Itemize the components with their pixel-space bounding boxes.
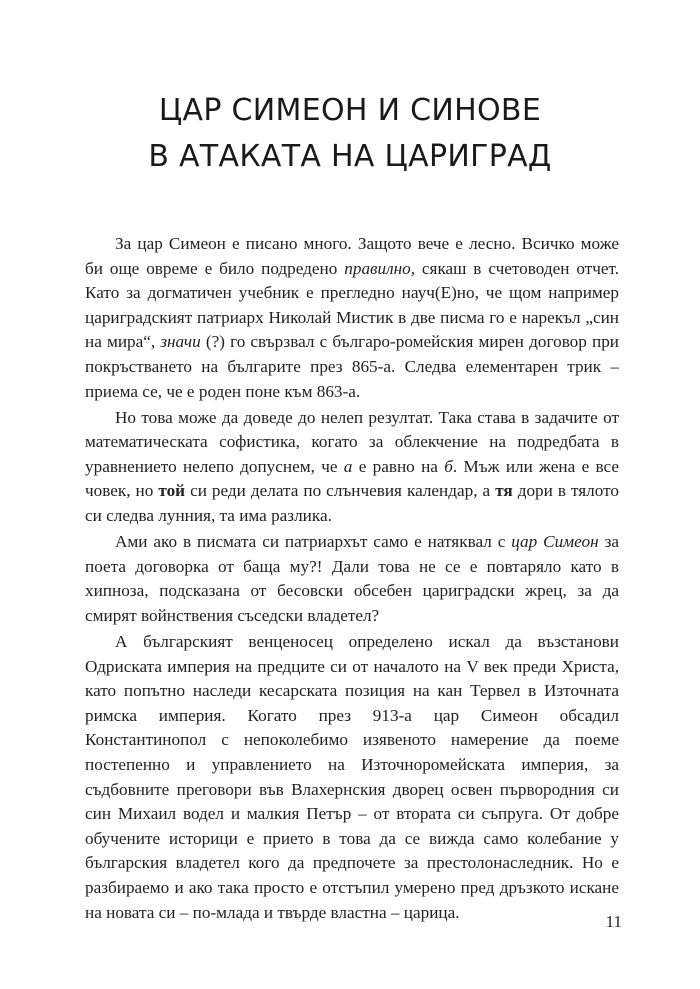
italic-text: б: [444, 456, 453, 476]
chapter-title: [80, 88, 620, 180]
text-run: за поета договорка от баща му?! Дали това не се е повтаряло като в хипноза, подсказана от бесовски обсебен цариградски жрец, за да смирят войнствения съседски владетел?: [85, 532, 619, 625]
text-run: сякаш в счетоводен отчет. Като за догматичен учебник е прегледно науч(Е)но, че щом например цариградският патриарх Николай Мистик в две писма го е нарекъл „син на мира“,: [85, 258, 620, 352]
text-run: Но това може да доведе до нелеп резултат. Така става в задачите от математическата софистика, когато за облекчение на подредбата в уравнението нелепо допуснем, че: [85, 407, 619, 476]
text-run: (?) го свързвал с българо-ромейския мирен договор при покръстването на българите през 865-а. Следва елементарен трик – приема се, че е роден поне към 863-а.: [85, 332, 619, 401]
body-text: [85, 232, 619, 927]
text-run: дори в тялото си следва лунния, та има разлика.: [85, 481, 620, 526]
italic-text: а: [343, 456, 353, 476]
paragraph: [85, 406, 619, 529]
bold-text: той: [158, 481, 186, 501]
text-run: Ами ако в писмата си патриархът само е натяквал с: [115, 532, 512, 552]
text-run: . Мъж или жена е все човек, но: [85, 456, 619, 501]
page-number: 11: [605, 912, 622, 931]
paragraph: [85, 530, 619, 628]
text-run: А българският венценосец определено искал да възстанови Одриската империя на предците си от началото на V век преди Христа, като попътно наследи кесарската позиция на кан Тервел в Източната римска империя. Когато през 913-а цар Симеон обсадил Константинопол с непоколебимо изявеното намерение да поеме постепенно и управлението на Източноромейската империя, за съдбовните преговори във Влахернския дворец освен първородния си син Михаил водел и малкия Петър – от втората си съпруга. От добре обучените историци е прието в това да се вижда само колебание у българския владетел кого да предпочете за престолонаследник. Но е разбираемо и ако така просто е отстъпил умерено пред дръзкото искане на новата си – по-млада и твърде властна – царица.: [85, 632, 619, 922]
bold-text: тя: [495, 481, 513, 501]
chapter-title-line-2: В АТАКАТА НА ЦАРИГРАД: [148, 139, 552, 174]
italic-text: правилно,: [344, 258, 415, 278]
paragraph: [85, 232, 619, 404]
italic-text: значи: [160, 332, 201, 352]
italic-text: цар Симеон: [511, 532, 599, 552]
paragraph: [85, 630, 619, 925]
chapter-title-line-1: ЦАР СИМЕОН И СИНОВЕ: [158, 93, 542, 128]
text-run: е равно на: [352, 456, 445, 476]
text-run: си реди делата по слънчевия календар, а: [185, 481, 496, 501]
text-run: За цар Симеон е писано много. Защото вече е лесно. Всичко може би още овреме е било подредено: [85, 234, 619, 278]
